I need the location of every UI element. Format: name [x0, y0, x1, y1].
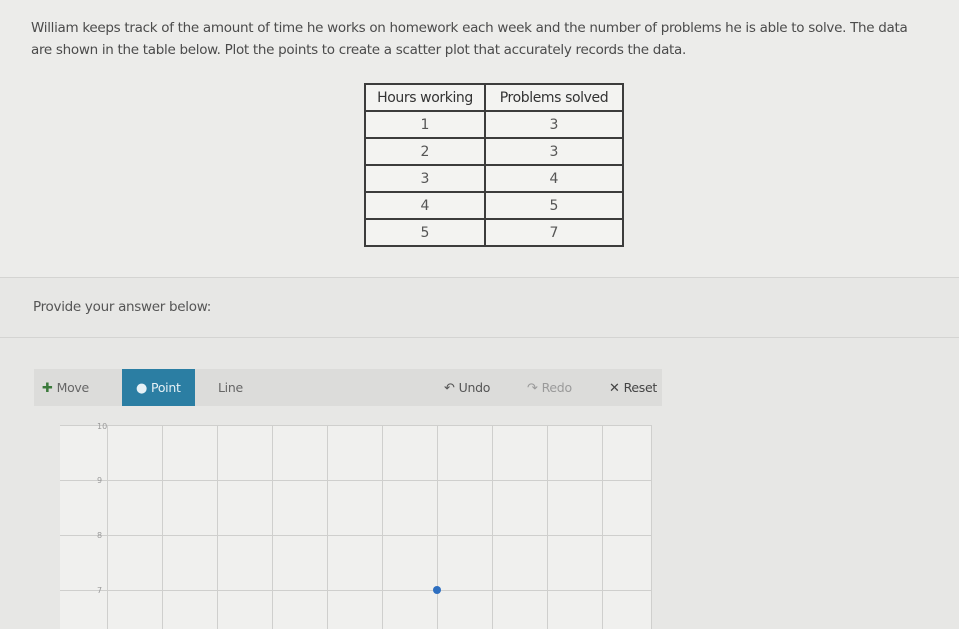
column-header-problems: Problems solved [485, 84, 623, 111]
table-cell: 3 [485, 111, 623, 138]
data-table [364, 83, 624, 247]
line-label: Line [218, 380, 243, 395]
graph-canvas[interactable] [60, 422, 652, 629]
answer-label: Provide your answer below: [33, 299, 211, 315]
y-tick-label: 8 [97, 531, 103, 540]
undo-label: Undo [458, 380, 491, 395]
divider [0, 337, 959, 338]
table-row [365, 138, 623, 165]
grid-line [651, 425, 652, 629]
table-row [365, 111, 623, 138]
y-tick-label: 9 [97, 476, 103, 485]
line-tool-button[interactable] [218, 369, 243, 406]
table-cell: 4 [365, 192, 485, 219]
point-label: Point [151, 380, 181, 395]
grid-line [217, 425, 218, 629]
grid-line [60, 425, 652, 426]
redo-button[interactable] [527, 369, 572, 406]
grid-line [162, 425, 163, 629]
point-icon: ● [136, 381, 148, 396]
table-row [365, 219, 623, 246]
grid-line [272, 425, 273, 629]
question-prompt: William keeps track of the amount of time he works on homework each week and the number of problems he is able to solve. The data are shown in the table below. Plot the points to create a scatter plot that accurately records the data. [31, 20, 908, 58]
point-tool-button[interactable] [122, 369, 195, 406]
table-cell: 4 [485, 165, 623, 192]
table-row [365, 192, 623, 219]
table-cell: 3 [365, 165, 485, 192]
table-cell: 7 [485, 219, 623, 246]
grid-line [60, 535, 652, 536]
grid-line [437, 425, 438, 629]
close-icon: ✕ [609, 381, 620, 396]
y-axis [107, 425, 108, 629]
grid-line [547, 425, 548, 629]
redo-label: Redo [541, 380, 572, 395]
table-cell: 2 [365, 138, 485, 165]
divider [0, 277, 959, 278]
column-header-hours: Hours working [365, 84, 485, 111]
question-panel [0, 0, 959, 277]
y-tick-label: 7 [97, 586, 103, 595]
grid-line [492, 425, 493, 629]
reset-button[interactable] [609, 369, 657, 406]
grid-line [60, 590, 652, 591]
grid-line [382, 425, 383, 629]
table-cell: 5 [365, 219, 485, 246]
grid-line [602, 425, 603, 629]
move-label: Move [56, 380, 89, 395]
table-header-row [365, 84, 623, 111]
graph-toolbar [34, 369, 662, 406]
undo-button[interactable] [444, 369, 490, 406]
table-cell: 1 [365, 111, 485, 138]
y-tick-label: 10 [97, 422, 108, 431]
move-icon: ✚ [42, 381, 53, 396]
grid-line [327, 425, 328, 629]
redo-icon: ↷ [527, 381, 538, 396]
table-row [365, 165, 623, 192]
plotted-point[interactable] [433, 586, 441, 594]
undo-icon: ↶ [444, 381, 455, 396]
grid-line [60, 480, 652, 481]
table-cell: 5 [485, 192, 623, 219]
table-cell: 3 [485, 138, 623, 165]
reset-label: Reset [623, 380, 658, 395]
move-tool-button[interactable] [42, 369, 89, 406]
